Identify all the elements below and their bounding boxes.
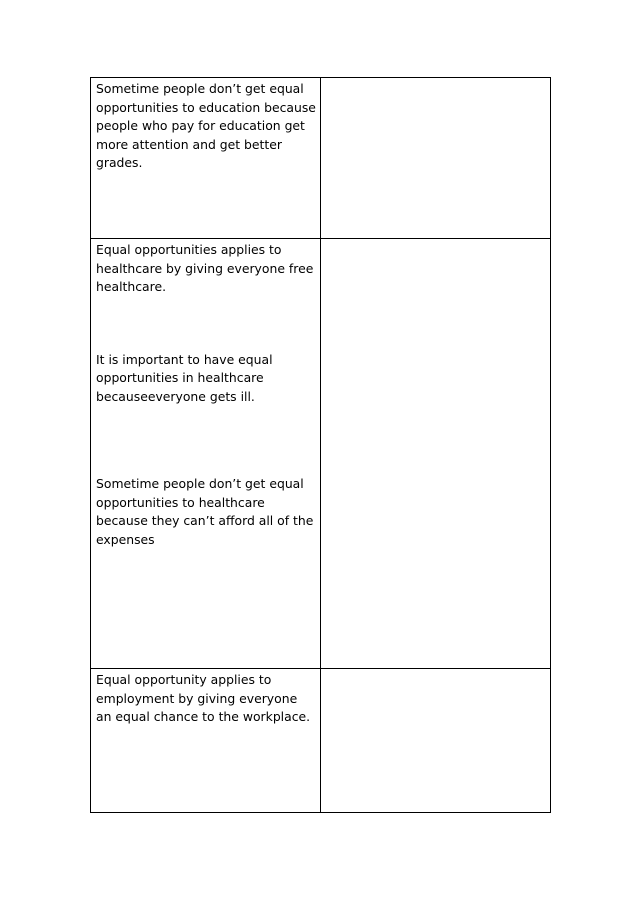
table-row [91,78,551,239]
table-cell-response [321,669,551,813]
table-cell-response [321,239,551,669]
statement-text: Equal opportunity applies to employment by giving everyone an equal chance to the workplace. [96,672,311,724]
statement-text: It is important to have equal opportunities in healthcare becauseeveryone gets ill. [96,351,273,404]
paragraph-spacer [96,406,316,475]
table-row [91,669,551,813]
statement-text: Equal opportunities applies to healthcare by giving everyone free healthcare. [96,242,314,294]
statement-text: Sometime people don’t get equal opportunities to healthcare because they can’t afford all of the expenses [96,476,314,547]
table-cell-statement [91,669,321,813]
paragraph-spacer [96,297,316,351]
statement-text: Sometime people don’t get equal opportunities to education because people who pay for education get more attention and get better grades. [96,81,316,170]
table-cell-statement [91,78,321,239]
answer-table [90,77,551,813]
table-cell-statement [91,239,321,669]
table-row [91,239,551,669]
table-cell-response [321,78,551,239]
